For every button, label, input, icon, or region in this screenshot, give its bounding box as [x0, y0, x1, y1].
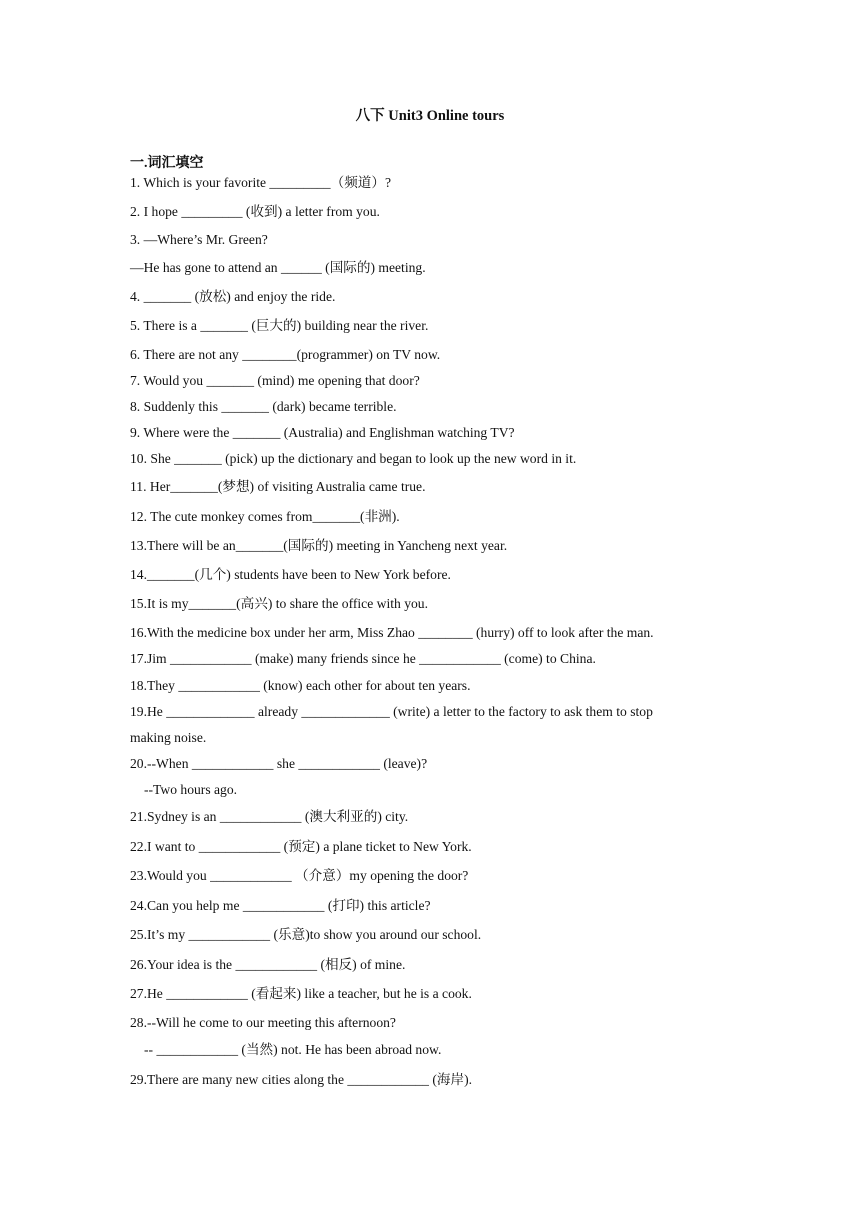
question-18: 18.They ____________ (know) each other for about ten years.	[130, 678, 471, 693]
question-4: 4. _______ (放松) and enjoy the ride.	[130, 289, 336, 304]
question-14: 14._______(几个) students have been to New York before.	[130, 567, 451, 582]
question-15: 15.It is my_______(高兴) to share the office with you.	[130, 596, 429, 611]
question-19: 19.He _____________ already _____________ (write) a letter to the factory to ask them to stop	[130, 704, 653, 719]
question-25: 25.It’s my ____________ (乐意)to show you around our school.	[130, 927, 482, 942]
question-13: 13.There will be an_______(国际的) meeting in Yancheng next year.	[130, 538, 508, 553]
question-29: 29.There are many new cities along the ____________ (海岸).	[130, 1072, 473, 1087]
question-2: 2. I hope _________ (收到) a letter from you.	[130, 204, 380, 219]
question-7: 7. Would you _______ (mind) me opening that door?	[130, 373, 420, 388]
question-1: 1. Which is your favorite _________（频道）?	[130, 175, 392, 190]
question-21: 21.Sydney is an ____________ (澳大利亚的) city.	[130, 809, 409, 824]
question-5: 5. There is a _______ (巨大的) building near the river.	[130, 318, 429, 333]
question-6: 6. There are not any ________(programmer) on TV now.	[130, 347, 441, 362]
question-3-answer: —He has gone to attend an ______ (国际的) meeting.	[130, 260, 426, 275]
question-27: 27.He ____________ (看起来) like a teacher, but he is a cook.	[130, 986, 472, 1001]
question-23: 23.Would you ____________ （介意）my opening the door?	[130, 868, 469, 883]
section-heading: 一.词汇填空	[130, 156, 204, 171]
document-title: 八下 Unit3 Online tours	[355, 108, 505, 124]
question-19-continued: making noise.	[130, 730, 207, 745]
question-10: 10. She _______ (pick) up the dictionary and began to look up the new word in it.	[130, 451, 577, 466]
question-20-answer: --Two hours ago.	[144, 782, 238, 797]
question-9: 9. Where were the _______ (Australia) and Englishman watching TV?	[130, 425, 515, 440]
question-28-answer: -- ____________ (当然) not. He has been abroad now.	[144, 1042, 442, 1057]
question-24: 24.Can you help me ____________ (打印) this article?	[130, 898, 431, 913]
question-26: 26.Your idea is the ____________ (相反) of mine.	[130, 957, 406, 972]
question-12: 12. The cute monkey comes from_______(非洲).	[130, 509, 400, 524]
question-22: 22.I want to ____________ (预定) a plane ticket to New York.	[130, 839, 472, 854]
question-3-prompt: 3. —Where’s Mr. Green?	[130, 232, 268, 247]
question-28-prompt: 28.--Will he come to our meeting this afternoon?	[130, 1015, 396, 1030]
question-17: 17.Jim ____________ (make) many friends since he ____________ (come) to China.	[130, 651, 596, 666]
question-8: 8. Suddenly this _______ (dark) became terrible.	[130, 399, 397, 414]
question-16: 16.With the medicine box under her arm, Miss Zhao ________ (hurry) off to look after the man.	[130, 625, 654, 640]
question-20-prompt: 20.--When ____________ she ____________ (leave)?	[130, 756, 428, 771]
question-11: 11. Her_______(梦想) of visiting Australia came true.	[130, 479, 426, 494]
